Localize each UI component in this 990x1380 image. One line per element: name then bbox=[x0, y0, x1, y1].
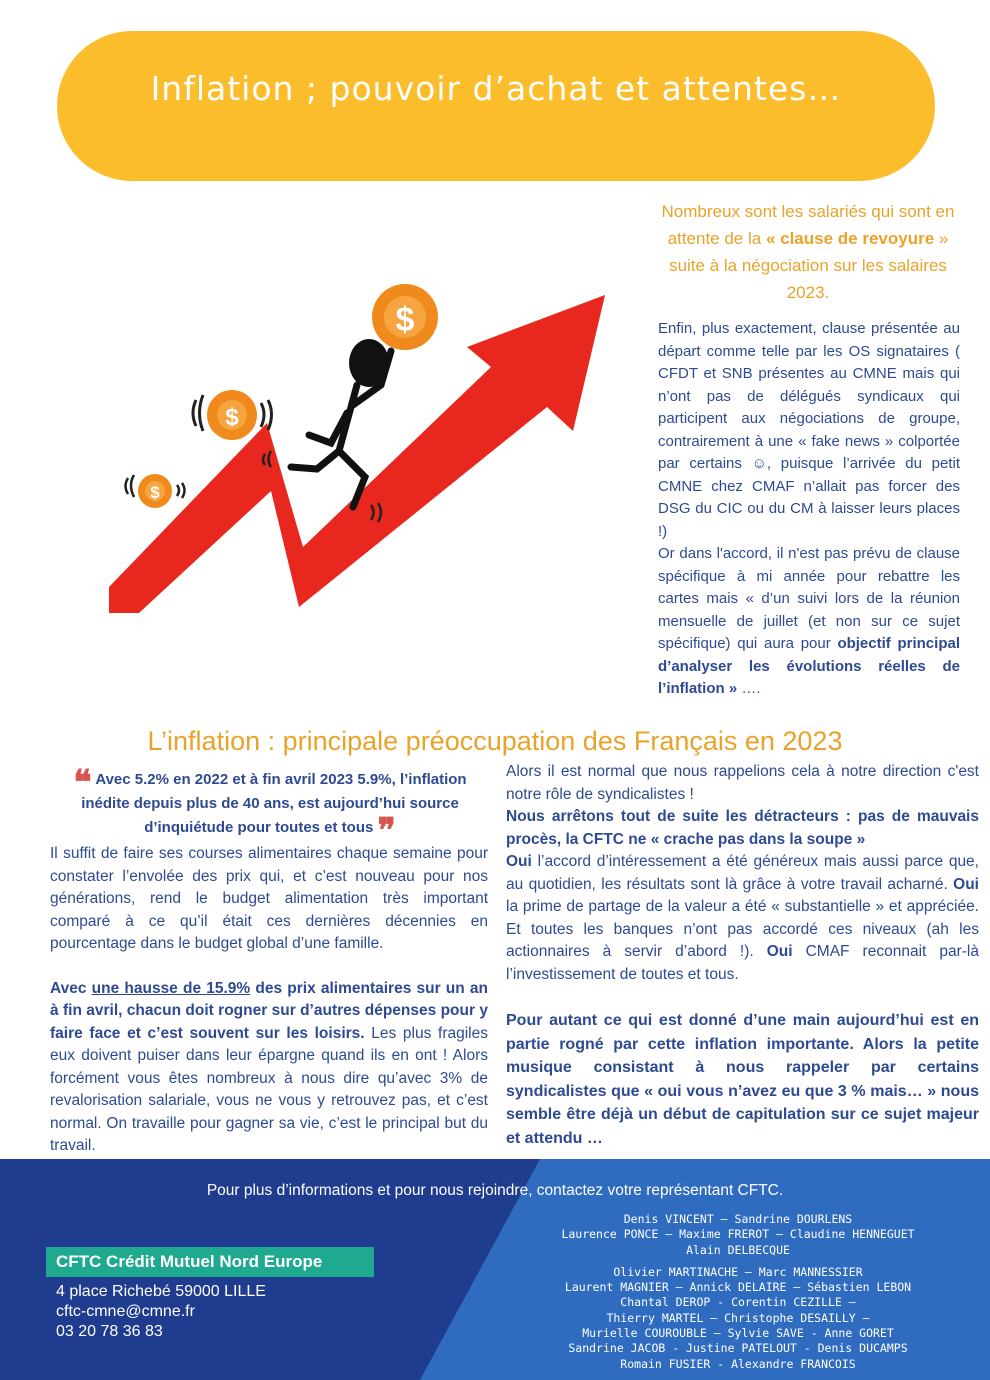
representatives-list bbox=[500, 1212, 976, 1379]
intro-paragraph-1: Enfin, plus exactement, clause présentée au départ comme telle par les OS signataires ( CFDT et SNB présentes au CMNE mais qui n’ont pas de délégués syndicaux qui participent aux négociations de groupe, contrairement à une « fake news » colportée par certains ☺, puisque l’arrivée du petit CMNE chez CMAF n’allait pas forcer des DSG du CIC ou du CM à laisser leurs places !) bbox=[658, 320, 960, 540]
contact-block bbox=[56, 1282, 266, 1342]
representative-line: Olivier MARTINACHE – Marc MANNESSIER bbox=[613, 1264, 863, 1279]
inflation-illustration bbox=[95, 255, 615, 625]
left-paragraph-2-text: Les plus fragiles eux doivent puiser dans leur épargne quand ils en ont ! Alors forcément vous êtes nombreux à nous dire qu’avec 3% de revalorisation salariale, vous ne vous y retrouvez pas, et c’est normal. On travaille pour gagner sa vie, c’est le principal but du travail. bbox=[50, 1024, 488, 1154]
pull-quote-text: Avec 5.2% en 2022 et à fin avril 2023 5.9%, l’inflation inédite depuis plus de 40 ans, est aujourd’hui source d’inquiétude pour toutes et tous bbox=[81, 771, 467, 836]
intro-highlight-text: Nombreux sont les salariés qui sont en attente de la bbox=[661, 202, 955, 248]
right-paragraph-3 bbox=[506, 851, 979, 986]
pull-quote bbox=[50, 763, 490, 851]
email-link[interactable]: cftc-cmne@cmne.fr bbox=[56, 1303, 195, 1320]
org-name-badge: CFTC Crédit Mutuel Nord Europe bbox=[46, 1247, 374, 1277]
open-quote-icon: ❝ bbox=[73, 763, 92, 803]
intro-paragraph-2-text: Or dans l'accord, il n'est pas prévu de clause spécifique à mi année pour rebattre les cartes mais « d’un suivi lors de la réunion mensuelle de juillet (et non sur ce sujet spécifique) qui aura pour bbox=[658, 545, 960, 652]
representative-line: Laurence PONCE – Maxime FREROT – Claudine HENNEGUET bbox=[561, 1227, 915, 1242]
intro-highlight-bold: « clause de revoyure bbox=[765, 229, 935, 248]
representative-line: Romain FUSIER - Alexandre FRANCOIS bbox=[620, 1356, 856, 1371]
left-paragraph-1: Il suffit de faire ses courses alimentaires chaque semaine pour constater l’envolée des prix qui, et c’est nouveau pour nos générations, rend le budget alimentation très important comparé à ce qu’il était ces dernières décennies en pourcentage dans le budget global d’une famille. bbox=[50, 845, 488, 952]
intro-paragraph-2-bold: objectif principal d’analyser les évolutions réelles de l’inflation » bbox=[658, 635, 960, 697]
intro-paragraph-2 bbox=[658, 543, 960, 701]
right-paragraph-2-bold: Nous arrêtons tout de suite les détracteurs : pas de mauvais procès, la CFTC ne « crache pas dans la soupe » bbox=[506, 808, 979, 848]
coin-large-icon bbox=[372, 284, 438, 350]
left-paragraph-2-bold: des prix alimentaires sur un an à fin avril, chacun doit rogner sur d’autres dépenses pour y faire face et c’est souvent sur les loisirs. bbox=[50, 979, 488, 1042]
oui-2: Oui bbox=[953, 875, 979, 893]
representative-line: Murielle COUROUBLE – Sylvie SAVE - Anne GORET bbox=[582, 1326, 894, 1341]
right-paragraph-2 bbox=[506, 806, 979, 851]
svg-text:$: $ bbox=[395, 301, 415, 339]
phone-number: 03 20 78 36 83 bbox=[56, 1323, 163, 1340]
svg-text:$: $ bbox=[225, 404, 239, 431]
close-quote-icon: ❞ bbox=[377, 811, 396, 851]
left-column bbox=[50, 843, 488, 1180]
page-title: Inflation ; pouvoir d’achat et attentes… bbox=[150, 69, 842, 108]
title-banner bbox=[57, 31, 935, 181]
address: 4 place Richebé 59000 LILLE bbox=[56, 1283, 266, 1300]
footer-headline: Pour plus d’informations et pour nous rejoindre, contactez votre représentant CFTC. bbox=[206, 1182, 784, 1199]
svg-text:$: $ bbox=[150, 483, 160, 502]
representative-line: Laurent MAGNIER – Annick DELAIRE – Sébastien LEBON bbox=[564, 1280, 912, 1295]
right-paragraph-3-text-1: l’accord d’intéressement a été généreux mais aussi parce que, au quotidien, les résultats sont là grâce à votre travail acharné. bbox=[506, 853, 979, 893]
representative-line: Chantal DEROP - Corentin CEZILLE – bbox=[620, 1295, 856, 1310]
left-paragraph-2-bold-start: Avec bbox=[50, 979, 92, 997]
oui-1: Oui bbox=[506, 853, 532, 870]
closing-paragraph: Pour autant ce qui est donné d’une main aujourd’hui est en partie rogné par cette inflation importante. Alors la petite musique consistant à nous rappeler par certains syndicalistes que « oui vous n’avez eu que 3 % mais… » nous semble être déjà un début de capitulation sur ce sujet majeur et attendu … bbox=[506, 1012, 979, 1147]
representatives-group-2 bbox=[500, 1265, 976, 1372]
representative-line: Sandrine JACOB - Justine PATELOUT - Denis DUCAMPS bbox=[568, 1341, 908, 1356]
right-paragraph-3-text-2: la prime de partage de la valeur a été « substantielle » et appréciée. Et toutes les banques n’ont pas accordé ces niveaux (ah les actionnaires à servir d’abord !). bbox=[506, 898, 979, 960]
right-paragraph-3-text-3: CMAF reconnait par-là l’investissement de toutes et tous. bbox=[506, 943, 979, 983]
coin-small-icon bbox=[126, 474, 185, 508]
representative-line: Alain DELBECQUE bbox=[686, 1242, 790, 1257]
representative-line: Thierry MARTEL – Christophe DESAILLY – bbox=[606, 1310, 870, 1325]
oui-3: Oui bbox=[766, 943, 793, 960]
right-paragraph-1: Alors il est normal que nous rappelions cela à notre direction c'est notre rôle de syndicalistes ! bbox=[506, 763, 979, 803]
intro-highlight-text-end: » suite à la négociation sur les salaires 2023. bbox=[669, 229, 949, 302]
representative-line: Denis VINCENT – Sandrine DOURLENS bbox=[623, 1212, 853, 1226]
intro-body bbox=[658, 318, 960, 701]
section-heading: L’inflation : principale préoccupation des Français en 2023 bbox=[147, 726, 843, 756]
intro-paragraph-2-end: …. bbox=[737, 680, 761, 697]
footer bbox=[0, 1159, 990, 1380]
rising-arrow-icon bbox=[109, 295, 605, 613]
intro-highlight bbox=[655, 198, 961, 306]
representatives-group-1 bbox=[500, 1212, 976, 1258]
food-price-increase: une hausse de 15.9% bbox=[91, 979, 251, 997]
left-paragraph-2 bbox=[50, 978, 488, 1158]
right-column bbox=[506, 761, 979, 1150]
